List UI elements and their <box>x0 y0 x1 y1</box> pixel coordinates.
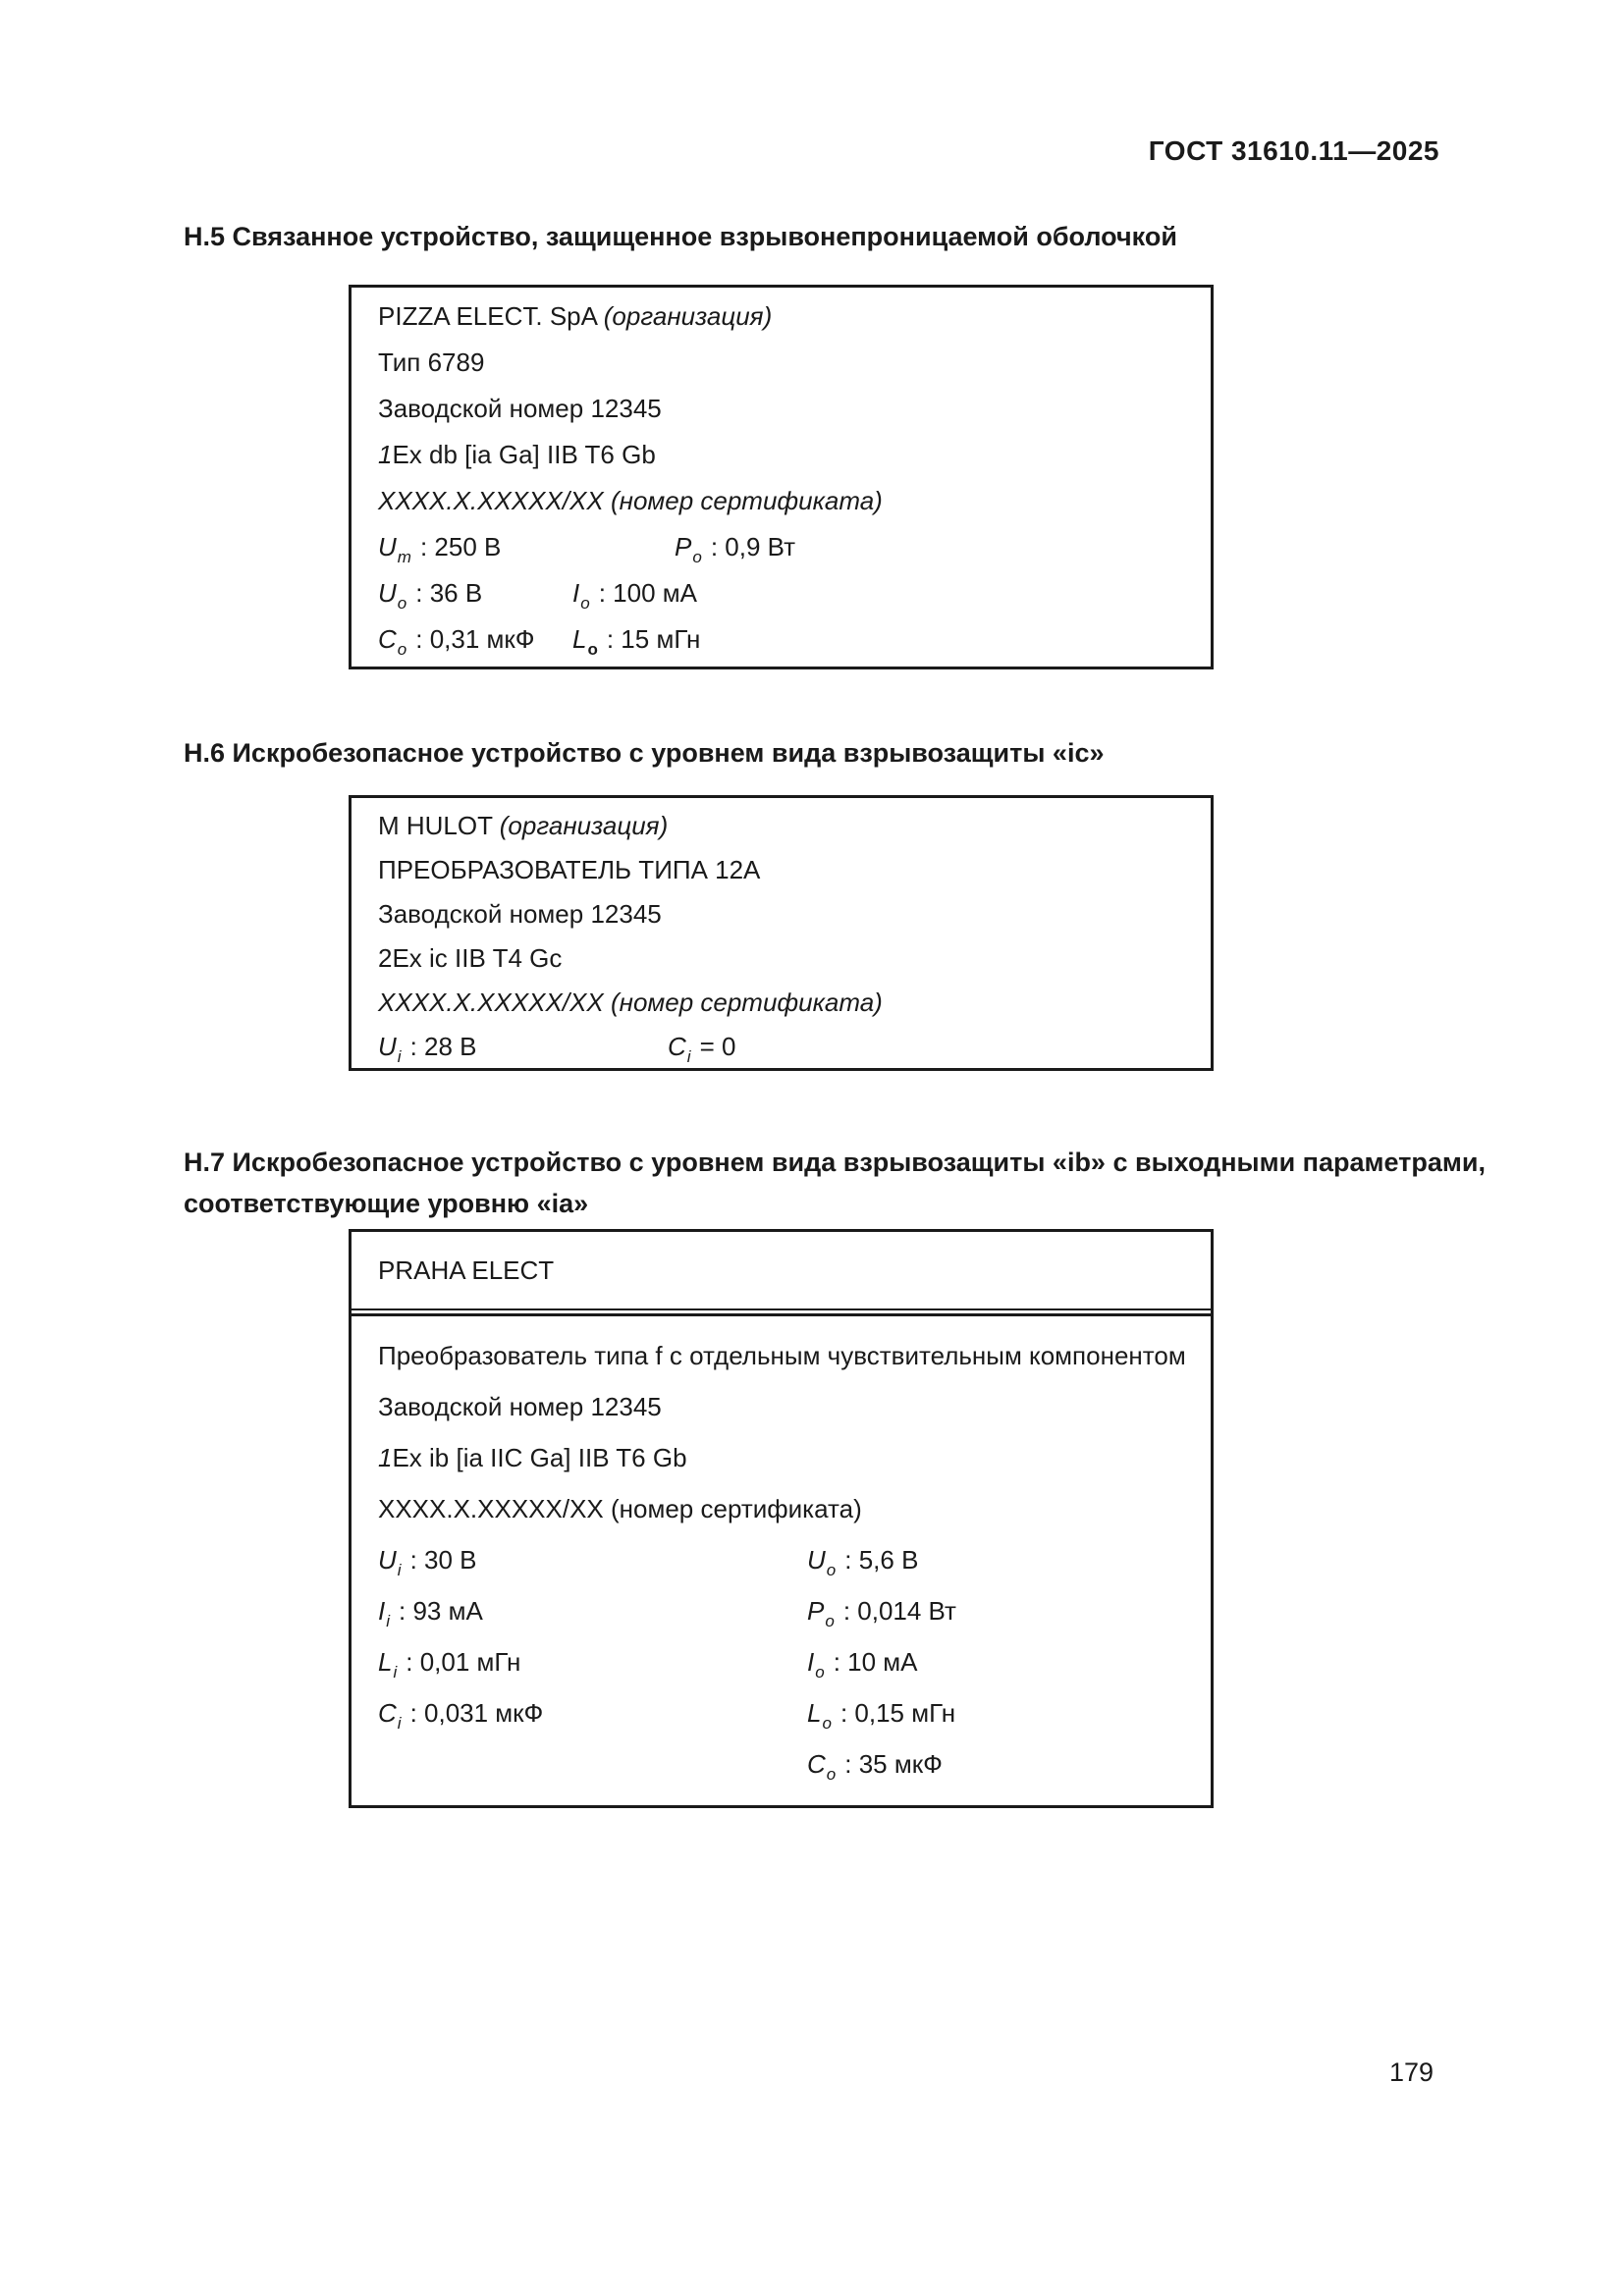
parameter-row <box>378 524 1191 570</box>
ex-marking-prefix: 1 <box>378 440 393 469</box>
param-subscript: i <box>397 1713 402 1733</box>
param-symbol: U <box>378 1032 397 1061</box>
parameter-row <box>378 616 1191 663</box>
param-symbol: U <box>378 578 397 608</box>
param-value: : 30 В <box>409 1544 477 1575</box>
certificate-text: XXXX.X.XXXXX/XX (номер сертификата) <box>378 1493 862 1523</box>
manufacturer-name: PIZZA ELECT. SpA <box>378 301 604 331</box>
parameter-row <box>378 1534 1191 1585</box>
type-text: ПРЕОБРАЗОВАТЕЛЬ ТИПА 12А <box>378 855 761 884</box>
section-h7-title-line2: соответствующие уровню «ia» <box>184 1189 589 1218</box>
param-symbol: L <box>807 1697 822 1728</box>
serial-text: Заводской номер 12345 <box>378 899 662 929</box>
param-subscript: о <box>587 640 598 659</box>
marking-box-h7-body <box>352 1313 1211 1805</box>
param-value: : 35 мкФ <box>844 1748 943 1779</box>
section-h5-title: Н.5 Связанное устройство, защищенное взрывонепроницаемой оболочкой <box>184 222 1177 251</box>
manufacturer-header <box>352 1232 1211 1310</box>
param-value: : 0,15 мГн <box>839 1697 956 1728</box>
manufacturer-note: (организация) <box>499 811 669 840</box>
marking-box-h6 <box>349 795 1214 1071</box>
param-subscript: i <box>397 1560 402 1579</box>
parameter-row <box>378 1585 1191 1636</box>
parameter-row <box>378 1687 1191 1738</box>
param-subscript: o <box>825 1611 835 1630</box>
type-text: Тип 6789 <box>378 347 485 377</box>
parameter-row <box>378 1025 1191 1069</box>
param-subscript: o <box>815 1662 825 1682</box>
marking-box-h7 <box>349 1229 1214 1808</box>
param-value: : 0,31 мкФ <box>415 624 535 654</box>
certificate-text: XXXX.X.XXXXX/XX (номер сертификата) <box>378 486 883 515</box>
marking-box-h5 <box>349 285 1214 669</box>
param-symbol: I <box>572 578 580 608</box>
ex-marking-line <box>378 936 1191 981</box>
param-value: = 0 <box>699 1032 736 1061</box>
certificate-line <box>378 478 1191 524</box>
param-value: : 100 мА <box>598 578 697 608</box>
ex-marking-prefix: 1 <box>378 1442 393 1472</box>
param-symbol: I <box>378 1595 386 1626</box>
certificate-text: XXXX.X.XXXXX/XX (номер сертификата) <box>378 988 883 1017</box>
param-subscript: o <box>822 1713 832 1733</box>
serial-line <box>378 892 1191 936</box>
param-value: : 5,6 В <box>844 1544 919 1575</box>
param-symbol: U <box>807 1544 826 1575</box>
manufacturer-name: M HULOT <box>378 811 500 840</box>
param-subscript: o <box>580 594 590 613</box>
parameter-row <box>378 1738 1191 1789</box>
manufacturer-note: (организация) <box>603 301 773 331</box>
certificate-line <box>378 981 1191 1025</box>
param-subscript: i <box>386 1611 391 1630</box>
parameter-row <box>378 1636 1191 1687</box>
param-symbol: C <box>378 624 397 654</box>
param-symbol: L <box>378 1646 393 1677</box>
param-value: : 10 мА <box>833 1646 918 1677</box>
param-value: : 36 В <box>415 578 483 608</box>
param-subscript: o <box>826 1560 837 1579</box>
type-line <box>378 340 1191 386</box>
param-subscript: i <box>686 1047 691 1066</box>
parameter-row <box>378 570 1191 616</box>
param-value: : 28 В <box>409 1032 477 1061</box>
param-symbol: I <box>807 1646 815 1677</box>
serial-text: Заводской номер 12345 <box>378 1391 662 1421</box>
param-value: : 250 В <box>419 532 502 561</box>
manufacturer-name: PRAHA ELECT <box>378 1255 555 1285</box>
param-subscript: o <box>397 640 407 659</box>
param-symbol: P <box>675 532 692 561</box>
ex-marking-text: Ex db [ia Ga] IIB T6 Gb <box>392 440 656 469</box>
certificate-line <box>378 1483 1191 1534</box>
serial-line <box>378 386 1191 432</box>
ex-marking-line <box>378 1432 1191 1483</box>
param-symbol: C <box>807 1748 826 1779</box>
param-symbol: U <box>378 1544 397 1575</box>
section-h6-title: Н.6 Искробезопасное устройство с уровнем вида взрывозащиты «ic» <box>184 738 1105 768</box>
param-subscript: o <box>826 1764 837 1784</box>
section-h7-title <box>184 1142 1529 1224</box>
type-line <box>378 848 1191 892</box>
param-subscript: i <box>393 1662 398 1682</box>
param-symbol: U <box>378 532 397 561</box>
ex-marking-text: 2Ex ic IIB T4 Gc <box>378 943 563 973</box>
param-subscript: m <box>397 548 411 566</box>
param-value: : 93 мА <box>399 1595 483 1626</box>
description-text: Преобразователь типа f с отдельным чувствительным компонентом <box>378 1340 1186 1370</box>
serial-line <box>378 1381 1191 1432</box>
param-subscript: o <box>692 548 702 566</box>
param-value: : 0,01 мГн <box>406 1646 521 1677</box>
param-value: : 0,9 Вт <box>710 532 796 561</box>
param-symbol: P <box>807 1595 825 1626</box>
param-symbol: C <box>668 1032 686 1061</box>
ex-marking-text: Ex ib [ia IIC Ga] IIB T6 Gb <box>392 1442 687 1472</box>
param-symbol: L <box>572 624 587 654</box>
param-subscript: o <box>397 594 407 613</box>
param-subscript: i <box>397 1047 402 1066</box>
description-line <box>378 1330 1191 1381</box>
manufacturer-line <box>378 804 1191 848</box>
param-value: : 0,031 мкФ <box>409 1697 544 1728</box>
document-code-header: ГОСТ 31610.11—2025 <box>1148 135 1439 166</box>
manufacturer-line <box>378 294 1191 340</box>
param-symbol: C <box>378 1697 397 1728</box>
param-value: : 0,014 Вт <box>842 1595 956 1626</box>
param-value: : 15 мГн <box>606 624 701 654</box>
ex-marking-line <box>378 432 1191 478</box>
serial-text: Заводской номер 12345 <box>378 394 662 423</box>
page-number: 179 <box>1388 2057 1434 2087</box>
section-h7-title-line1: Н.7 Искробезопасное устройство с уровнем вида взрывозащиты «ib» с выходными параметрами, <box>184 1148 1486 1177</box>
